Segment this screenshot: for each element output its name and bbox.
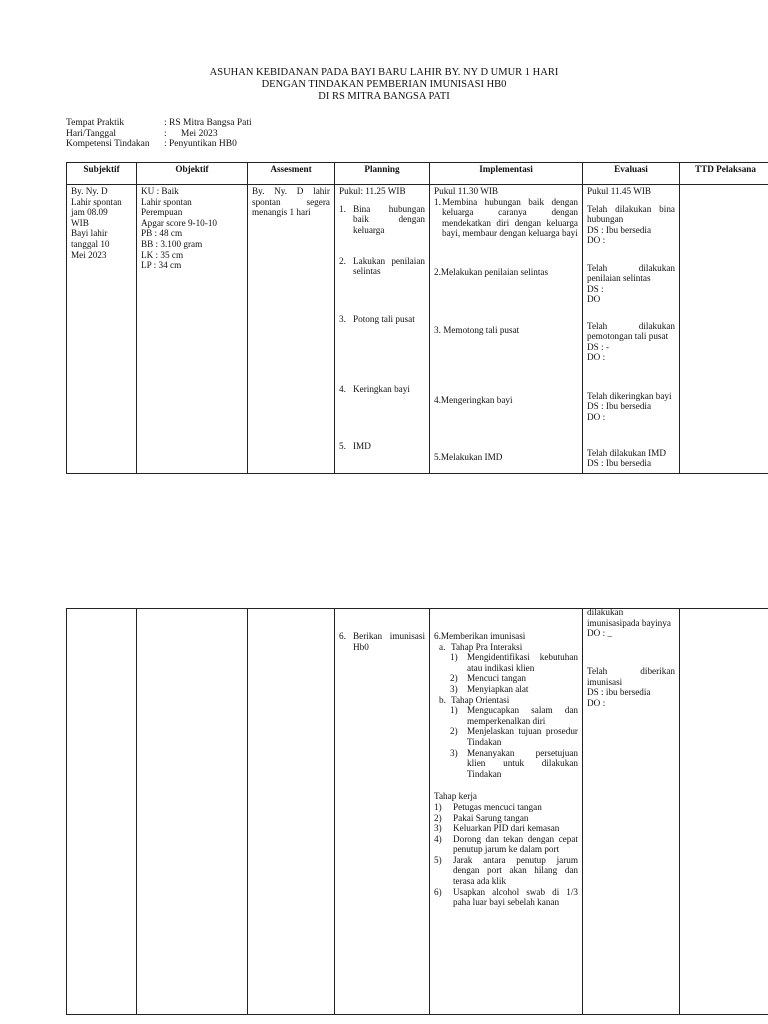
document-title xyxy=(66,67,702,103)
evaluasi-block: Telah dilakukan penilaian selintas DS : DO xyxy=(587,262,675,305)
objektif-line: Apgar score 9-10-10 xyxy=(141,217,218,228)
care-table-page-1 xyxy=(66,162,768,474)
assesment-text: By. Ny. D lahir spontan segera menangis 1 hari xyxy=(252,186,330,218)
cell-ttd xyxy=(680,609,768,1015)
cell-subjektif xyxy=(67,185,137,474)
implementasi-item: 2.Melakukan penilaian selintas xyxy=(434,266,549,277)
subjektif-line: Bayi lahir xyxy=(71,228,108,239)
subjektif-line: Mei 2023 xyxy=(71,249,107,260)
table-row xyxy=(67,185,768,474)
header-evaluasi: Evaluasi xyxy=(583,163,680,185)
care-table-page-2 xyxy=(66,608,768,1015)
tahap-kerja-step: 4) Dorong dan tekan dengan cepat penutup jarum ke dalam port xyxy=(434,833,578,855)
cell-planning xyxy=(335,609,430,1015)
tahap-kerja-step: 5) Jarak antara penutup jarum dengan port akan hilang dan terasa ada klik xyxy=(434,854,578,887)
cell-subjektif xyxy=(67,609,137,1015)
cell-implementasi xyxy=(430,185,583,474)
table-header-row xyxy=(67,163,768,185)
planning-item: 4. Keringkan bayi xyxy=(339,383,410,394)
implementasi-item: 3. Memotong tali pusat xyxy=(434,324,520,335)
kompetensi-label: Kompetensi Tindakan xyxy=(66,139,150,149)
evaluasi-block: Telah dikeringkan bayi DS : Ibu bersedia DO : xyxy=(587,390,672,422)
implementasi-item: 6.Memberikan imunisasi xyxy=(434,631,526,641)
orientasi-step: 2) Menjelaskan tujuan prosedur Tindakan xyxy=(450,726,578,747)
implementasi-time: Pukul 11.30 WIB xyxy=(434,186,499,196)
objektif-line: Lahir spontan xyxy=(141,196,192,207)
tempat-value: : RS Mitra Bangsa Pati xyxy=(164,118,252,128)
pra-interaksi-step: 1) Mengidentifikasi kebutuhan atau indikasi klien xyxy=(450,652,578,673)
objektif-line: Perempuan xyxy=(141,207,183,218)
implementasi-item: 1. Membina hubungan baik dengan keluarga caranya dengan mendekatkan diri dengan keluarga bayi, membaur dengan keluarga bayi xyxy=(434,196,578,239)
evaluasi-time: Pukul 11.45 WIB xyxy=(587,186,652,196)
header-objektif: Objektif xyxy=(137,163,248,185)
subjektif-line: tanggal 10 xyxy=(71,238,110,249)
subjektif-line: jam 08.09 xyxy=(71,207,108,218)
evaluasi-block: dilakukan imunisasipada bayinya DO : _ xyxy=(587,608,671,639)
title-line-2: DENGAN TINDAKAN PEMBERIAN IMUNISASI HB0 xyxy=(261,79,507,90)
objektif-line: PB : 48 cm xyxy=(141,228,183,239)
header-planning: Planning xyxy=(335,163,430,185)
header-implementasi: Implementasi xyxy=(430,163,583,185)
objektif-line: BB : 3.100 gram xyxy=(141,238,203,249)
cell-planning xyxy=(335,185,430,474)
cell-implementasi xyxy=(430,609,583,1015)
header-subjektif: Subjektif xyxy=(67,163,137,185)
kompetensi-value: : Penyuntikan HB0 xyxy=(164,139,237,149)
implementasi-item: 5.Melakukan IMD xyxy=(434,451,503,462)
cell-objektif xyxy=(137,609,248,1015)
evaluasi-block: Telah dilakukan pemotongan tali pusat DS : - DO : xyxy=(587,320,675,363)
evaluasi-block: Telah dilakukan IMD DS : Ibu bersedia xyxy=(587,447,666,469)
cell-evaluasi xyxy=(583,609,680,1015)
subjektif-line: By. Ny. D xyxy=(71,186,108,196)
subjektif-line: Lahir spontan xyxy=(71,196,122,207)
cell-objektif xyxy=(137,185,248,474)
tahap-kerja-step: 1) Petugas mencuci tangan xyxy=(434,801,542,812)
title-line-1: ASUHAN KEBIDANAN PADA BAYI BARU LAHIR BY. NY D UMUR 1 HARI xyxy=(209,67,559,78)
pra-interaksi-step: 3) Menyiapkan alat xyxy=(450,683,529,694)
planning-time: Pukul: 11.25 WIB xyxy=(339,186,406,196)
planning-item: 2. Lakukan penilaian selintas xyxy=(339,255,425,277)
header-ttd: TTD Pelaksana xyxy=(680,163,768,185)
evaluasi-block: Telah dilakukan bina hubungan DS : Ibu bersedia DO : xyxy=(587,203,675,246)
header-assesment: Assesment xyxy=(248,163,335,185)
table-row xyxy=(67,609,768,1015)
tempat-label: Tempat Praktik xyxy=(66,118,125,128)
planning-item: 3. Potong tali pusat xyxy=(339,313,415,324)
planning-item: 5. IMD xyxy=(339,440,371,451)
cell-evaluasi xyxy=(583,185,680,474)
orientasi-step: 1) Mengucapkan salam dan memperkenalkan diri xyxy=(450,705,578,726)
orientasi-title: b. Tahap Orientasi xyxy=(439,694,510,705)
orientasi-step: 3) Menanyakan persetujuan klien untuk dilakukan Tindakan xyxy=(450,747,578,779)
cell-assesment xyxy=(248,185,335,474)
evaluasi-block: Telah diberikan imunisasi DS : ibu bersedia DO : xyxy=(587,666,675,708)
objektif-line: KU : Baik xyxy=(141,186,179,196)
subjektif-line: WIB xyxy=(71,217,89,228)
hari-label: Hari/Tanggal xyxy=(66,128,116,139)
tahap-kerja-step: 3) Keluarkan PID dari kemasan xyxy=(434,823,560,834)
tahap-kerja-step: 2) Pakai Sarung tangan xyxy=(434,812,529,823)
pra-interaksi-title: a. Tahap Pra Interaksi xyxy=(439,641,523,652)
practice-info xyxy=(66,118,252,150)
objektif-line: LP : 34 cm xyxy=(141,260,182,271)
cell-ttd xyxy=(680,185,768,474)
planning-item: 1. Bina hubungan baik dengan keluarga xyxy=(339,203,425,235)
title-line-3: DI RS MITRA BANGSA PATI xyxy=(318,91,450,102)
cell-assesment xyxy=(248,609,335,1015)
tahap-kerja-step: 6) Usapkan alcohol swab di 1/3 paha luar bayi sebelah kanan xyxy=(434,886,578,908)
objektif-line: LK : 35 cm xyxy=(141,249,184,260)
pra-interaksi-step: 2) Mencuci tangan xyxy=(450,673,526,684)
hari-value: : Mei 2023 xyxy=(164,128,218,139)
implementasi-item: 4.Mengeringkan bayi xyxy=(434,394,513,405)
planning-item: 6. Berikan imunisasi Hb0 xyxy=(339,631,425,652)
tahap-kerja-title: Tahap kerja xyxy=(434,791,477,802)
